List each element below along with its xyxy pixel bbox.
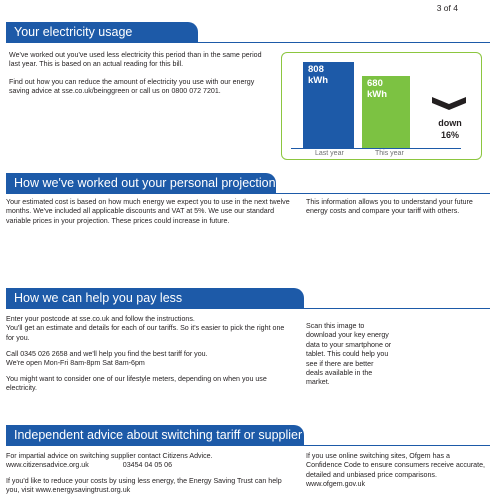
usage-comparison-chart bbox=[281, 52, 482, 160]
pay-less-line-call: Call 0345 026 2658 and we'll help you find the best tariff for you. bbox=[6, 350, 208, 358]
usage-paragraph-1: We've worked out you've used less electricity this period than in the same period last year. This is based on an actual reading for this bill. bbox=[9, 51, 262, 69]
citizens-advice-phone: 03454 04 05 06 bbox=[122, 461, 173, 470]
bar-this-year bbox=[362, 76, 410, 148]
advice-ofgem-paragraph: If you use online switching sites, Ofgem has a Confidence Code to ensure consumers receive accurate, detailed and unbiased price comparisons. www.ofgem.gov.uk bbox=[306, 452, 486, 489]
bar-this-year-value: 680 kWh bbox=[367, 78, 388, 100]
chart-baseline bbox=[291, 148, 461, 149]
projection-section-rule bbox=[6, 193, 490, 194]
bar-last-year bbox=[303, 62, 354, 148]
down-chevron-icon bbox=[432, 97, 466, 111]
citizens-advice-site: www.citizensadvice.org.uk bbox=[6, 461, 89, 470]
advice-paragraph-1 bbox=[6, 452, 298, 471]
advice-section-rule bbox=[6, 445, 490, 446]
pay-less-paragraph-1 bbox=[6, 315, 294, 343]
pay-less-line-postcode: Enter your postcode at sse.co.uk and follow the instructions. bbox=[6, 315, 195, 323]
bar-last-year-value: 808 kWh bbox=[308, 64, 329, 86]
pay-less-paragraph-2 bbox=[6, 350, 294, 369]
advice-section-header: Independent advice about switching tariff or supplier bbox=[6, 425, 304, 446]
projection-info-paragraph: This information allows you to understand your future energy costs and compare your tariff with others. bbox=[306, 198, 473, 216]
pay-less-section-header: How we can help you pay less bbox=[6, 288, 304, 309]
x-label-this-year: This year bbox=[375, 150, 404, 157]
page-number: 3 of 4 bbox=[436, 3, 458, 13]
projection-paragraph: Your estimated cost is based on how much energy we expect you to use in the next twelve months. We've included all applicable discounts and VAT at 5%. We use our standard variable prices in your projection. These prices could increase in future. bbox=[6, 198, 290, 225]
pay-less-section-rule bbox=[6, 308, 490, 309]
usage-paragraph-2: Find out how you can reduce the amount of electricity you use with our energy saving advice at sse.co.uk/beinggreen or call us on 0800 072 7201. bbox=[9, 78, 255, 96]
pay-less-line-estimate: You'll get an estimate and details for each of our tariffs. So it's easier to pick the right one for you. bbox=[6, 324, 285, 342]
pay-less-paragraph-3: You might want to consider one of our lifestyle meters, depending on when you use electricity. bbox=[6, 375, 267, 393]
citizens-advice-line: For impartial advice on switching supplier contact Citizens Advice. bbox=[6, 452, 213, 460]
reduction-percent: 16% bbox=[440, 130, 459, 140]
pay-less-line-hours: We're open Mon-Fri 8am-8pm Sat 8am-6pm bbox=[6, 359, 145, 368]
x-label-last-year: Last year bbox=[315, 150, 344, 157]
usage-section-rule bbox=[6, 42, 490, 43]
usage-section-header: Your electricity usage bbox=[6, 22, 198, 43]
reduction-annotation bbox=[430, 117, 470, 141]
projection-section-header: How we've worked out your personal projection bbox=[6, 173, 276, 194]
citizens-advice-contact bbox=[6, 461, 298, 470]
reduction-direction: down bbox=[438, 118, 462, 128]
advice-paragraph-2: If you'd like to reduce your costs by using less energy, the Energy Saving Trust can help you, visit www.energysavingtrust.org.uk bbox=[6, 477, 282, 495]
scan-qr-text: Scan this image to download your key energy data to your smartphone or tablet. This could help you see if there are better deals available in the market. bbox=[306, 322, 392, 387]
